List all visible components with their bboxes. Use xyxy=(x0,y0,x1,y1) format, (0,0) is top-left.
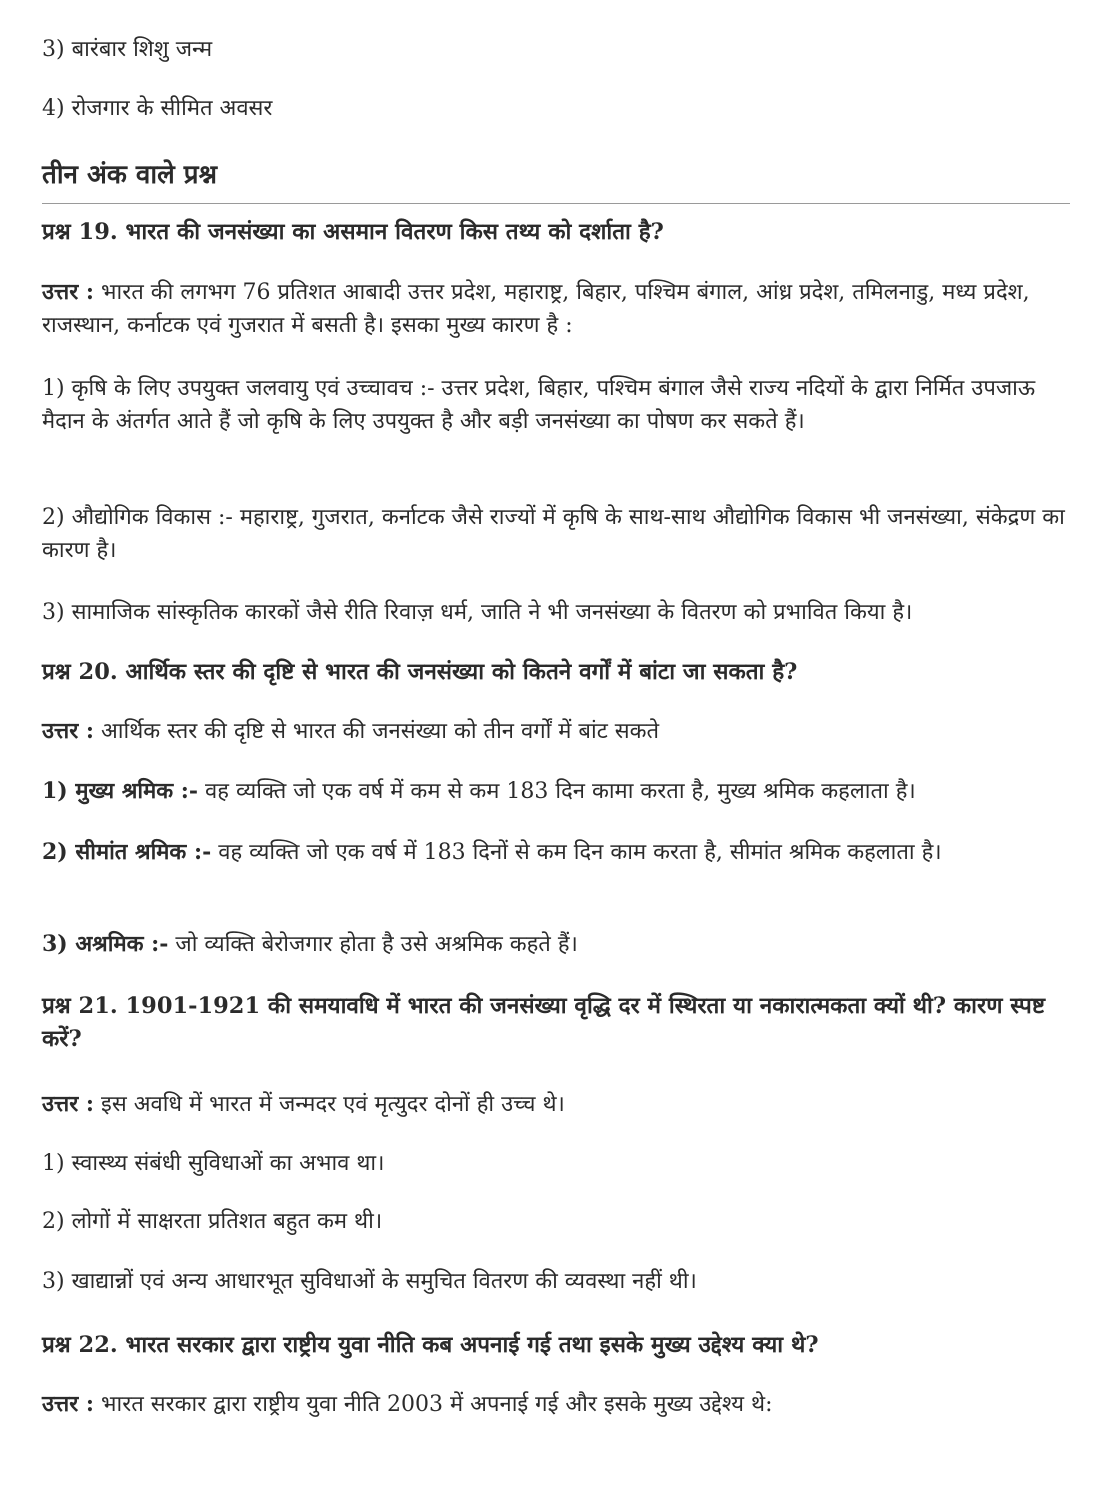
answer-20-point-1 xyxy=(42,775,1070,808)
answer-text: इस अवधि में भारत में जन्मदर एवं मृत्युदर दोनों ही उच्च थे। xyxy=(94,1092,565,1117)
answer-19-point-1: 1) कृषि के लिए उपयुक्त जलवायु एवं उच्चावच :- उत्तर प्रदेश, बिहार, पश्चिम बंगाल जैसे राज्य नदियों के द्वारा निर्मित उपजाऊ मैदान के अंतर्गत आते हैं जो कृषि के लिए उपयुक्त है और बड़ी जनसंख्या का पोषण कर सकते हैं। xyxy=(42,376,1036,434)
question-22: प्रश्न 22. भारत सरकार द्वारा राष्ट्रीय युवा नीति कब अपनाई गई तथा इसके मुख्य उद्देश्य क्या थे? xyxy=(42,1332,819,1358)
answer-22 xyxy=(42,1388,1070,1421)
list-item: 3) बारंबार शिशु जन्म xyxy=(42,37,213,62)
answer-label: उत्तर : xyxy=(42,1091,95,1117)
answer-20 xyxy=(42,715,1070,748)
section-heading: तीन अंक वाले प्रश्न xyxy=(42,160,217,190)
answer-21 xyxy=(42,1088,1070,1121)
answer-label: उत्तर : xyxy=(42,718,95,744)
point-label: 3) अश्रमिक :- xyxy=(42,931,169,957)
answer-19-point-3: 3) सामाजिक सांस्कृतिक कारकों जैसे रीति रिवाज़ धर्म, जाति ने भी जनसंख्या के वितरण को प्रभावित किया है। xyxy=(42,600,913,625)
point-label: 1) मुख्य श्रमिक :- xyxy=(42,778,199,804)
answer-text: भारत की लगभग 76 प्रतिशत आबादी उत्तर प्रदेश, महाराष्ट्र, बिहार, पश्चिम बंगाल, आंध्र प्रदेश, तमिलनाडु, मध्य प्रदेश, राजस्थान, कर्नाटक एवं गुजरात में बसती है। इसका मुख्य कारण है : xyxy=(42,280,1030,338)
list-item: 4) रोजगार के सीमित अवसर xyxy=(42,96,273,121)
point-text: जो व्यक्ति बेरोजगार होता है उसे अश्रमिक कहते हैं। xyxy=(168,932,578,957)
answer-21-point-3: 3) खाद्यान्नों एवं अन्य आधारभूत सुविधाओं के समुचित वितरण की व्यवस्था नहीं थी। xyxy=(42,1269,697,1294)
answer-19-point-2: 2) औद्योगिक विकास :- महाराष्ट्र, गुजरात, कर्नाटक जैसे राज्यों में कृषि के साथ-साथ औद्योगिक विकास भी जनसंख्या, संकेद्रण का कारण है। xyxy=(42,505,1065,563)
answer-label: उत्तर : xyxy=(42,279,95,305)
answer-20-point-2 xyxy=(42,836,1070,869)
answer-text: आर्थिक स्तर की दृष्टि से भारत की जनसंख्या को तीन वर्गों में बांट सकते xyxy=(94,719,660,744)
answer-21-point-1: 1) स्वास्थ्य संबंधी सुविधाओं का अभाव था। xyxy=(42,1151,385,1176)
point-label: 2) सीमांत श्रमिक :- xyxy=(42,839,212,865)
question-19: प्रश्न 19. भारत की जनसंख्या का असमान वितरण किस तथ्य को दर्शाता है? xyxy=(42,219,664,245)
answer-19 xyxy=(42,276,1070,342)
answer-label: उत्तर : xyxy=(42,1391,95,1417)
question-21: प्रश्न 21. 1901-1921 की समयावधि में भारत की जनसंख्या वृद्धि दर में स्थिरता या नकारात्मकता क्यों थी? कारण स्पष्ट करें? xyxy=(42,993,1045,1052)
point-text: वह व्यक्ति जो एक वर्ष में 183 दिनों से कम दिन काम करता है, सीमांत श्रमिक कहलाता है। xyxy=(211,840,942,865)
heading-divider xyxy=(42,203,1070,204)
answer-text: भारत सरकार द्वारा राष्ट्रीय युवा नीति 2003 में अपनाई गई और इसके मुख्य उद्देश्य थे: xyxy=(94,1392,773,1417)
answer-21-point-2: 2) लोगों में साक्षरता प्रतिशत बहुत कम थी। xyxy=(42,1209,383,1234)
question-20: प्रश्न 20. आर्थिक स्तर की दृष्टि से भारत की जनसंख्या को कितने वर्गों में बांटा जा सकता है? xyxy=(42,659,798,685)
point-text: वह व्यक्ति जो एक वर्ष में कम से कम 183 दिन कामा करता है, मुख्य श्रमिक कहलाता है। xyxy=(198,779,916,804)
answer-20-point-3 xyxy=(42,928,1070,961)
